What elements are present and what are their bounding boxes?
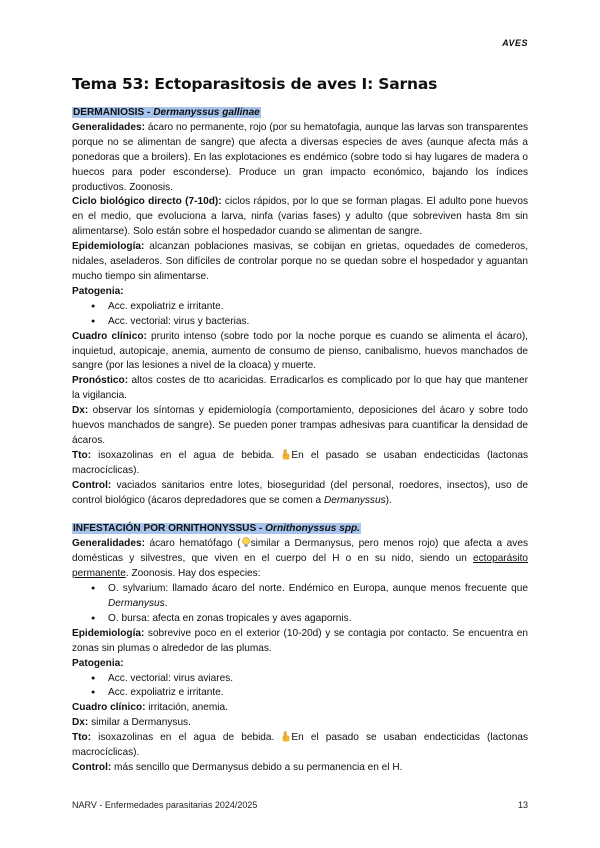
footer-text: NARV - Enfermedades parasitarias 2024/2025	[72, 800, 258, 810]
italic-text: Dermanyssus	[323, 494, 386, 506]
text: irritación, anemia.	[145, 702, 228, 714]
generalidades-paragraph	[72, 537, 528, 582]
control-paragraph	[72, 761, 528, 776]
ciclo-paragraph	[72, 195, 528, 240]
label: Epidemiología:	[72, 627, 145, 639]
text: ).	[385, 494, 392, 506]
text: isoxazolinas en el agua de bebida.	[91, 449, 282, 461]
underlined-text: ectoparásito permanente	[72, 553, 528, 580]
label: Control:	[72, 761, 112, 773]
header-tag: AVES	[502, 38, 528, 48]
dx-paragraph	[72, 716, 528, 731]
label: Cuadro clínico:	[72, 702, 146, 714]
text: alcanzan poblaciones masivas, se cobijan en grietas, oquedades de comederos, nidales, aseladeros. Son difíciles de controlar porque no se quedan sobre el hospedador y aguantan mucho tiempo sin alimentarse.	[72, 241, 528, 282]
section-heading	[72, 522, 528, 537]
label: Cuadro clínico:	[72, 330, 147, 342]
tto-paragraph	[72, 731, 528, 761]
generalidades-paragraph	[72, 121, 528, 196]
document-body	[72, 106, 528, 776]
patogenia-heading	[72, 285, 528, 300]
page-title: Tema 53: Ectoparasitosis de aves I: Sarnas	[72, 75, 438, 93]
text: . Zoonosis. Hay dos especies:	[125, 568, 261, 580]
label: Dx:	[72, 405, 89, 417]
label: Patogenia:	[72, 657, 124, 669]
species-list	[72, 582, 528, 627]
pointing-hand-icon	[281, 449, 291, 460]
patogenia-heading	[72, 657, 528, 672]
label: Tto:	[72, 449, 92, 461]
list-item: ● O. sylvarium: llamado ácaro del norte. Endémico en Europa, aunque menos frecuente que Dermanysus.	[108, 582, 528, 612]
text: vaciados sanitarios entre lotes, bioseguridad (del personal, roedores, insectos), uso de control biológico (ácaros depredadores que se comen a	[72, 479, 528, 506]
list-item: ● Acc. expoliatriz e irritante.	[108, 686, 528, 701]
label: Tto:	[72, 732, 92, 744]
epidemiologia-paragraph	[72, 627, 528, 657]
text: similar a Dermanysus.	[88, 717, 191, 729]
text: En el pasado se usaban endecticidas (lactonas macrocíclicas).	[72, 449, 528, 476]
epidemiologia-paragraph	[72, 240, 528, 285]
label: Generalidades:	[72, 121, 145, 133]
dx-paragraph	[72, 404, 528, 449]
tto-paragraph	[72, 449, 528, 479]
section-title: DERMANIOSIS -	[73, 107, 154, 118]
section-title: INFESTACIÓN POR ORNITHONYSSUS -	[73, 523, 266, 535]
label: Pronóstico:	[72, 375, 129, 387]
section-heading	[72, 106, 528, 121]
list-item: ● Acc. vectorial: virus y bacterias.	[108, 315, 528, 330]
text: sobrevive poco en el exterior (10-20d) y se contagia por contacto. Se encuentra en zonas sin plumas o alrededor de las plumas.	[72, 627, 528, 654]
label: Generalidades:	[72, 538, 145, 550]
cuadro-paragraph	[72, 701, 528, 716]
list-item: ● Acc. vectorial: virus aviares.	[108, 672, 528, 687]
lightbulb-icon	[241, 537, 251, 548]
text: altos costes de tto acaricidas. Erradicarlos es complicado por lo que hay que mantener la vigilancia.	[72, 375, 528, 402]
page-number: 13	[517, 800, 528, 810]
patogenia-list	[72, 672, 528, 702]
list-item: ● O. bursa: afecta en zonas tropicales y aves agapornis.	[108, 612, 528, 627]
pointing-hand-icon	[281, 731, 291, 742]
text: más sencillo que Dermanysus debido a su permanencia en el H.	[111, 761, 403, 773]
list-item: ● Acc. expoliatriz e irritante.	[108, 300, 528, 315]
label: Dx:	[72, 717, 89, 729]
label: Ciclo biológico directo (7-10d):	[72, 196, 222, 208]
label: Control:	[72, 479, 112, 491]
page-footer	[72, 800, 528, 810]
label: Epidemiología:	[72, 241, 145, 253]
section-species: Ornithonyssus spp.	[265, 523, 360, 535]
patogenia-list	[72, 300, 528, 330]
control-paragraph	[72, 479, 528, 509]
text: similar a Dermanysus, pero menos rojo) que afecta a aves domésticas y silvestres, que viven en el cuerpo del H o en su nido, siendo un	[72, 538, 529, 565]
text: observar los síntomas y epidemiología (comportamiento, deposiciones del ácaro y sobre todo huevos manchados de sangre). Se pueden poner trampas adhesivas para cuantificar la densidad de ácaros.	[72, 405, 528, 446]
text: isoxazolinas en el agua de bebida.	[91, 732, 282, 744]
section-dermaniosis	[72, 106, 528, 508]
text: ácaro hematófago (	[144, 538, 241, 550]
text: ácaro no permanente, rojo (por su hematofagia, aunque las larvas son transparentes porque no se alimentan de sangre) que afecta a diversas especies de aves (aunque afecta más a ponedoras que a broilers). En las explotaciones es endémico (sobre todo si hay lugares de madera o huecos para poder esconderse). Produce un gran impacto económico, bajando los índices productivos. Zoonosis.	[72, 121, 528, 193]
section-species: Dermanyssus gallinae	[153, 107, 260, 118]
pronostico-paragraph	[72, 374, 528, 404]
section-ornithonyssus	[72, 522, 528, 775]
text: prurito intenso (sobre todo por la noche porque es cuando se alimenta el ácaro), inquietud, autopicaje, anemia, aumento de consumo de pienso, canibalismo, huevos manchados de sangre (por las lesiones a nivel de la cloaca) y muerte.	[72, 330, 528, 372]
cuadro-paragraph	[72, 330, 528, 375]
text: ciclos rápidos, por lo que se forman plagas. El adulto pone huevos en el medio, que evoluciona a larva, ninfa (varias fases) y adulto (que sobreviven hasta 8m sin alimentarse). Solo están sobre el hospedador cuando se alimentan de sangre.	[72, 196, 528, 238]
label: Patogenia:	[72, 285, 124, 297]
text: En el pasado se usaban endecticidas (lactonas macrocíclicas).	[72, 732, 528, 759]
